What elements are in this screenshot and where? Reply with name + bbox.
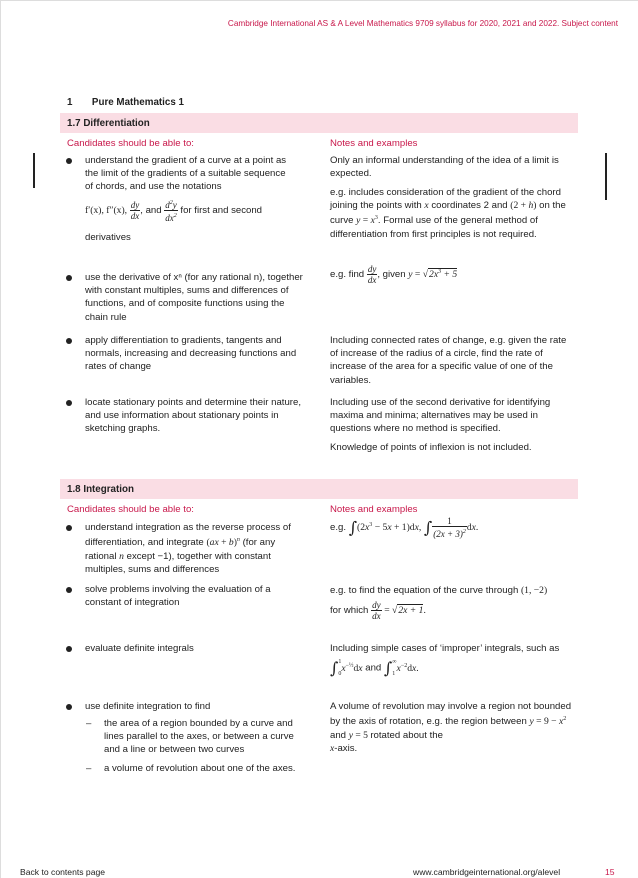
- differentiation-heading: 1.7 Differentiation: [67, 118, 150, 129]
- notation-end: for first and second: [180, 205, 263, 217]
- limits-1-infinity: ∞ 1: [392, 659, 397, 677]
- diff-item-1-left: [85, 154, 307, 194]
- website-link[interactable]: www.cambridgeinternational.org/alevel: [413, 867, 561, 877]
- and-text: and: [365, 662, 382, 674]
- diff-item-1-line-2: the limit of the gradients of a suitable sequence: [85, 168, 286, 180]
- volume-text-3: -axis.: [334, 742, 358, 754]
- note-2-part-a: e.g. includes consideration of the gradient of the chord joining the points with: [330, 187, 561, 212]
- diff-item-2-right: e.g. find $\frac{dy}{dx}$ , given $y = √2x^3 + 5$: [330, 264, 458, 285]
- dash-marker: –: [86, 763, 92, 774]
- limits-0-1: 1 0: [338, 659, 342, 677]
- integral-sign: ∫: [348, 517, 358, 537]
- diff-item-1-line-3: of chords, and use the notations: [85, 181, 222, 193]
- bullet: [66, 646, 72, 652]
- point-1-minus-2: (1, −2): [520, 585, 548, 596]
- diff-item-1-last: derivatives: [85, 232, 131, 243]
- integral-sign: ∫: [423, 517, 433, 537]
- ax-plus-b-power-n: (ax + b)$^n$: [206, 537, 240, 549]
- integral-sign: ∫: [383, 658, 393, 678]
- var-n: n: [119, 550, 124, 562]
- bullet: [66, 338, 72, 344]
- improper-integrals: [330, 656, 419, 680]
- y-equals-5: y: [348, 729, 353, 741]
- diff-item-4-right-2: Knowledge of points of inflexion is not included.: [330, 442, 532, 453]
- curve-text: e.g. to find the equation of the curve through: [330, 585, 519, 596]
- sqrt-expression: $√2x^3 + 5$: [422, 268, 458, 281]
- int-item-1-right: e.g. $\int(2x^3 - 5x + 1)dx$, ∫ $\frac{1}{(2x + 3)^2}$ dx.: [330, 516, 479, 539]
- int-item-4-sub-1: the area of a region bounded by a curve and lines parallel to the axes, or between a curve and a line or between two curves: [104, 718, 294, 756]
- diff-col-left-heading: Candidates should be able to:: [67, 138, 194, 149]
- page-number: 15: [605, 867, 615, 877]
- var-y: y: [408, 269, 413, 281]
- differentiation-band: [60, 113, 578, 133]
- page-left-rule: [0, 0, 1, 878]
- int-item-3-left: evaluate definite integrals: [85, 643, 194, 654]
- bullet: [66, 587, 72, 593]
- diff-item-4-left: locate stationary points and determine their nature, and use information about stationary points in sketching graphs.: [85, 397, 301, 435]
- var-x: x: [330, 742, 335, 754]
- integrand-1: $(2x^3 - 5x + 1)dx$,: [357, 521, 422, 534]
- integration-band: [60, 479, 578, 499]
- diff-item-4-right-1: Including use of the second derivative for identifying maxima and minima; alternatives may be used in questions where no method is specified.: [330, 397, 551, 435]
- diff-item-1-note-1: Only an informal understanding of the idea of a limit is expected.: [330, 155, 559, 180]
- diff-item-1-note-2: e.g. includes consideration of the gradient of the chord joining the points with x coordinates 2 and (2 + h) on the curve $y = x^3$. Formal use of the general method of differentiation from first principles is not required.: [330, 187, 566, 240]
- int-col-left-heading: Candidates should be able to:: [67, 504, 194, 515]
- eg-prefix: e.g.: [330, 522, 347, 534]
- section-title: Pure Mathematics 1: [91, 97, 184, 108]
- derivative-notation: f′(x), f″(x),: [85, 205, 128, 217]
- dy-dx-fraction: $\frac{dy}{dx}$: [130, 200, 140, 221]
- diff-item-3-left: apply differentiation to gradients, tangents and normals, increasing and decreasing functions and rates of change: [85, 335, 297, 373]
- given-text: , given: [377, 269, 406, 281]
- integrand-x-minus-half: $x^{-\frac{1}{2}}dx$: [341, 662, 363, 674]
- note-2-part-c: on the curve: [330, 200, 566, 227]
- y-equals-x-cubed: y: [356, 215, 361, 227]
- int-item-4-sub-2: a volume of revolution about one of the axes.: [104, 763, 296, 774]
- int-item-1-part-1: understand integration as the reverse process of differentiation, and integrate: [85, 522, 291, 549]
- diff-col-right-heading: Notes and examples: [330, 138, 418, 149]
- var-x: x: [424, 200, 429, 212]
- back-to-contents-link[interactable]: Back to contents page: [20, 867, 106, 877]
- page-top-border: [0, 0, 638, 1]
- bullet: [66, 525, 72, 531]
- int-item-1-left: [85, 521, 307, 576]
- bullet: [66, 400, 72, 406]
- diff-item-3-right: Including connected rates of change, e.g. given the rate of increase of the radius of a circle, find the rate of increase of the area for a specific value of one of the variables.: [330, 335, 567, 386]
- for-which-text: for which: [330, 605, 369, 617]
- section-number: 1: [67, 97, 73, 108]
- int-item-4-right: A volume of revolution may involve a region not bounded by the axis of rotation, e.g. the region between $y = 9 - x^2$ and y = 5 rotated about the x-axis.: [330, 701, 572, 754]
- diff-notation-line: [85, 198, 315, 223]
- dy-dx-fraction: $\frac{dy}{dx}$: [372, 600, 381, 621]
- dash-marker: –: [86, 718, 92, 729]
- volume-text-1: A volume of revolution may involve a region not bounded by the axis of rotation, e.g. the region between: [330, 701, 572, 728]
- sqrt-expression: √2x + 1: [392, 605, 424, 617]
- integral-sign: ∫: [330, 658, 339, 678]
- int-item-2-left: solve problems involving the evaluation of a constant of integration: [85, 584, 271, 609]
- reciprocal-fraction: $\frac{1}{(2x + 3)^2}$: [433, 516, 466, 539]
- integration-heading: 1.8 Integration: [67, 484, 134, 495]
- int-col-right-heading: Notes and examples: [330, 504, 418, 515]
- note-2-part-d: . Formal use of the general method of differentiation from first principles is not required.: [330, 215, 538, 240]
- int-item-1-part-2: (for any rational: [85, 537, 276, 562]
- int-item-2-right-1: [330, 584, 547, 597]
- int-item-1-part-3: except −1), together with constant multiples, sums and differences: [85, 550, 271, 575]
- note-2-part-b: coordinates 2 and: [431, 200, 508, 212]
- dy-dx-fraction: $\frac{dy}{dx}$: [367, 264, 377, 285]
- notation-and: , and: [140, 205, 162, 217]
- int-item-2-right-2: for which $\frac{dy}{dx}$ = √2x + 1.: [330, 600, 426, 621]
- integrand-x-minus-2: $x^{-2}dx$.: [396, 662, 419, 674]
- d2y-dx2-fraction: $\frac{d^2y}{dx^2}$: [165, 200, 177, 223]
- volume-text-2: rotated about the: [370, 729, 443, 741]
- and-text: and: [330, 729, 347, 741]
- change-bar-right: [605, 153, 607, 200]
- bullet: [66, 158, 72, 164]
- section-heading: [67, 96, 184, 109]
- int-item-4-left: use definite integration to find: [85, 701, 211, 712]
- page-header: Cambridge International AS & A Level Mathematics 9709 syllabus for 2020, 2021 and 2022. Subject content: [227, 19, 618, 28]
- diff-item-1-line-1: understand the gradient of a curve at a point as: [85, 155, 287, 166]
- int-item-3-right: Including simple cases of ‘improper’ integrals, such as: [330, 643, 560, 654]
- change-bar-left: [33, 153, 35, 188]
- two-plus-h: (2 + h): [510, 200, 537, 212]
- bullet: [66, 275, 72, 281]
- diff-item-2-left: use the derivative of xⁿ (for any rational n), together with constant multiples, sums and differences of functions, and of composite functions using the chain rule: [85, 272, 303, 323]
- find-prefix: e.g. find: [330, 269, 365, 281]
- y-equals-9-minus-x2: y: [529, 716, 534, 728]
- bullet: [66, 704, 72, 710]
